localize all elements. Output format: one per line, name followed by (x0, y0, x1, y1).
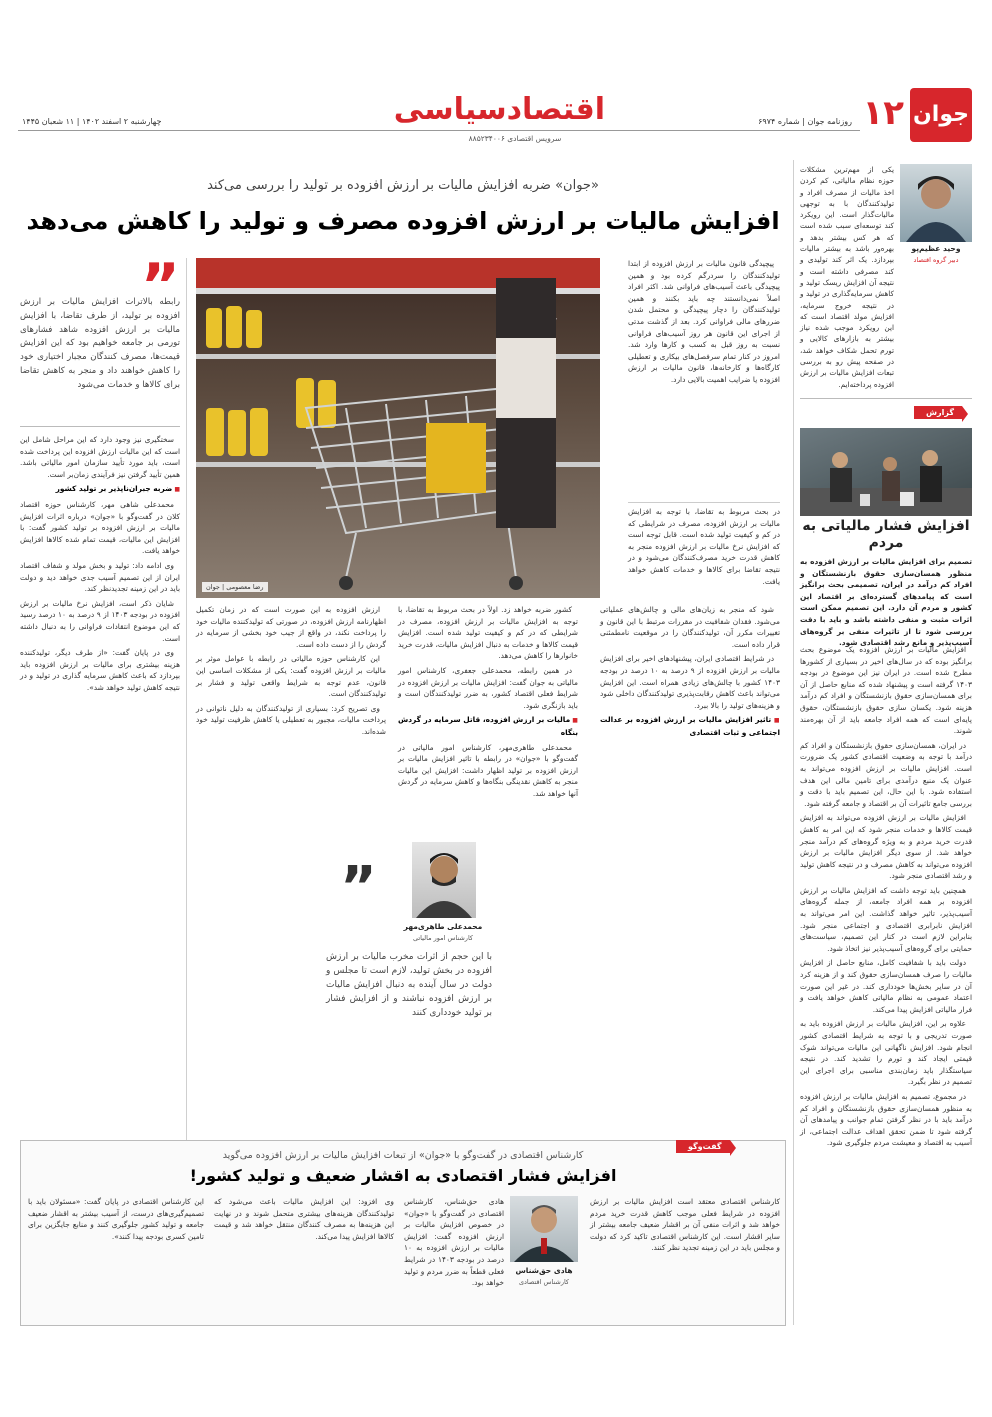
article-paragraph: وی تصریح کرد: بسیاری از تولیدکنندگان به دلیل ناتوانی در پرداخت مالیات، مجبور به تعطیلی یا کاهش ظرفیت تولید خود شده‌اند. (196, 703, 386, 736)
bottom-interviewee-role: کارشناس اقتصادی (518, 1278, 570, 1286)
headline-kicker: «جوان» ضربه افزایش مالیات بر ارزش افزوده بر تولید را بررسی می‌کند (207, 178, 599, 193)
masthead-rule (18, 130, 860, 131)
article-col2-top (398, 604, 578, 836)
article-paragraph: محمدعلی شاهی مهر، کارشناس حوزه اقتصاد کلان در گفت‌وگو با «جوان» درباره اثرات افزایش مالیات بر ارزش افزوده بر تولید کشور گفت: با افزایش این مالیات، قیمت تمام شده کالاها افزایش خواهد یافت. (20, 499, 180, 556)
article-paragraph: وی ادامه داد: تولید و بخش مولد و شفاف اقتصاد ایران از این تصمیم آسیب جدی خواهد دید و دولت باید در این زمینه تجدیدنظر کند. (20, 560, 180, 594)
article-paragraph: در همین رابطه، محمدعلی جعفری، کارشناس امور مالیاتی به جوان گفت: افزایش مالیات بر ارزش افزوده در شرایط فعلی اقتصاد کشور، به ضرر تولیدکنندگان است و باید بازنگری شود. (398, 665, 578, 710)
main-photo (196, 258, 600, 598)
masthead (0, 0, 992, 150)
interviewee-role: کارشناس امور مالیاتی (412, 934, 474, 942)
article-paragraph: سختگیری نیز وجود دارد که این مراحل شامل این است که این مالیات ارزش افزوده این پرداخت شده است، باید مورد تأیید سازمان امور مالیاتی باشد. همین تأیید گرفتن نیز فرآیندی زمان‌بر است. (20, 435, 180, 479)
article-paragraph: ■ مالیات بر ارزش افزوده، قاتل سرمایه در گردش بنگاه (398, 714, 578, 738)
jawan-logo: جوان (910, 88, 972, 142)
bottom-col3: وی افزود: این افزایش مالیات باعث می‌شود که تولیدکنندگان هزینه‌های بیشتری متحمل شوند و در نهایت این هزینه‌ها به مصرف کنندگان منتقل خواهد شد و قیمت کالاها افزایش پیدا می‌کند. (214, 1197, 394, 1241)
article-paragraph: شود که منجر به زیان‌های مالی و چالش‌های عملیاتی می‌شود. فقدان شفافیت در مقررات مرتبط با این قانون و تغییرات مکرر آن، تولیدکنندگان را در موقعیت نامطمئنی قرار داده است. (600, 605, 780, 649)
side-story-title: افزایش فشار مالیاتی به مردم (802, 518, 970, 551)
bottom-col4: این کارشناس اقتصادی در پایان گفت: «مسئولان باید با تصمیم‌گیری‌های درست، از آسیب بیشتر به اقشار ضعیف جامعه و تولید کشور جلوگیری کنند و منابع جایگزین برای تامین کسری بودجه پیدا کنند». (28, 1197, 204, 1241)
columnist-role: دبیر گروه اقتصاد (913, 256, 959, 264)
columnist-text: یکی از مهم‌ترین مشکلات حوزه نظام مالیاتی، کم کردن اخذ مالیات از مصرف افراد و تولیدکنندگان با به توجهی مالیات‌گذار است. این رویکرد کند توسعه‌ای سبب شده است که هر کس بیشتر بدهد و بهره‌ور باشد به بیشتر مالیات بپردازد. یک اثر کند تولیدی و کند مصرفی داشته است و نتیجه آن افزایش ریسک تولید و کاهش سرمایه‌گذاری در تولید و در نتیجه خروج سرمایه، افزایش مولد اقتصاد است که این رویکرد موجب شده نیاز بیشتر به بازارهای کالایی و تورم تحمل شکاف خواهد شد، در صفحه پیش رو به بررسی تبعات افزایش مالیات بر ارزش افزوده پرداخته‌ایم. (800, 165, 894, 389)
side-story-tag: گزارش (914, 406, 962, 419)
article-paragraph: ■ تاثیر افزایش مالیات بر ارزش افزوده بر عدالت اجتماعی و ثبات اقتصادی (600, 714, 780, 738)
portrait-icon (510, 1196, 578, 1262)
article-paragraph: دولت باید با شفافیت کامل، منابع حاصل از افزایش مالیات را صرف همسان‌سازی حقوق کند و از هزینه کرد آن در سایر بخش‌ها خودداری کند. در غیر این صورت اعتماد عمومی به نظام مالیاتی کاهش خواهد یافت و فرار مالیاتی افزایش پیدا می‌کند. (800, 958, 972, 1014)
quote-rule (20, 426, 180, 427)
article-divider (628, 502, 780, 503)
section-logo: اقتصادسیاسی (393, 92, 605, 127)
article-paragraph: این کارشناس حوزه مالیاتی در رابطه با عوامل موثر بر مالیات بر ارزش افزوده گفت: یکی از مشکلات اساسی این قانون، عدم توجه به شرایط واقعی تولید و فشار بر تولیدکنندگان است. (196, 654, 386, 699)
article-paragraph: شایان ذکر است، افزایش نرخ مالیات بر ارزش افزوده در بودجه ۱۴۰۳ از ۹ درصد به ۱۰ درصد رسید که این موضوع انتقادات فراوانی را به دنبال داشته است. (20, 598, 180, 643)
bottom-title: افزایش فشار اقتصادی به اقشار ضعیف و تولید کشور! (189, 1166, 617, 1185)
columnist-name: وحید عظیم‌پو (911, 244, 961, 253)
bottom-kicker: کارشناس اقتصادی در گفت‌وگو با «جوان» از تبعات افزایش مالیات بر ارزش افزوده می‌گوید (222, 1150, 584, 1161)
photo-credit: رضا معصومی | جوان (202, 582, 268, 592)
columnist-box (800, 160, 972, 392)
interviewee-photo (412, 842, 476, 918)
article-paragraph: افزایش مالیات بر ارزش افزوده یک موضوع بحث برانگیز بوده که در سال‌های اخیر در بسیاری از کشورها مطرح شده است. در ایران نیز این موضوع در بودجه ۱۴۰۳ گرفته است و پیشنهاد شده که منابع حاصل از آن برای همسان‌سازی حقوق بازنشستگان و افراد کم درآمد هزینه شود. یکسان سازی حقوق بازنشستگان، حقوق پایه‌ای است که همه افراد جامعه باید از آن بهره‌مند شوند. (800, 645, 972, 736)
quote-mark-icon: ” (140, 251, 180, 321)
bottom-tag: گفت‌وگو (676, 1140, 730, 1153)
bottom-interviewee-name: هادی حق‌شناس (515, 1266, 573, 1275)
people-icon (800, 428, 972, 516)
issue-line: روزنامه جوان | شماره ۶۹۷۴ (758, 117, 852, 126)
quote-mark-icon: ” (340, 855, 377, 920)
side-story-photo (800, 428, 972, 516)
service-line: سرویس اقتصادی ۸۸۵۲۳۴۰۰۶ (468, 134, 562, 143)
interviewee-name: محمدعلی طاهری‌مهر (403, 922, 483, 931)
bottom-interviewee-photo (510, 1196, 578, 1262)
quote-box-text: رابطه بالاترات افزایش مالیات بر ارزش افزوده بر تولید، از طرف تقاضا، با افزایش مالیات بر ارزش افزوده شاهد فشارهای تورمی بر جامعه خواهیم بود که این افزایش قیمت‌ها، مصرف کنندگان مجبار اختیاری خود را کاهش خواهند داد و منجر به کاهش تقاضا برای کالاها و خدمات می‌شود (20, 297, 180, 390)
side-story-body (800, 644, 972, 1324)
article-paragraph: افزایش مالیات بر ارزش افزوده می‌تواند به افزایش قیمت کالاها و خدمات منجر شود که این امر به کاهش قدرت خرید مردم و به ویژه گروه‌های کم درآمد منجر خواهد شد. از سوی دیگر افزایش مالیات بر ارزش افزوده می‌تواند به کاهش مصرف و در نتیجه کاهش تولید و رشد اقتصادی منجر شود. (800, 813, 972, 881)
side-story-lead: تصمیم برای افزایش مالیات بر ارزش افزوده به منظور همسان‌سازی حقوق بازنشستگان و افراد کم درآمد در ایران، تصمیمی بحث برانگیز است که پیامدهای گسترده‌ای بر اقتصاد این کشور و مردم آن دارد. این تصمیم ممکن است اثرات مثبت و منفی داشته باشد و باید با دقت بررسی شود تا از تاثیرات منفی بر گروه‌های آسیب‌پذیر و مانع رشد اقتصادی شود. (800, 557, 972, 648)
article-paragraph: در شرایط اقتصادی ایران، پیشنهادهای اخیر برای افزایش مالیات بر ارزش افزوده از ۹ درصد به ۱۰ درصد در بودجه ۱۴۰۳ کشور با چالش‌های زیادی همراه است. این افزایش می‌تواند باعث کاهش رقابت‌پذیری تولیدکنندگان داخلی شود و هزینه‌های تولید را بالا ببرد. (600, 654, 781, 710)
article-paragraph: همچنین باید توجه داشت که افزایش مالیات بر ارزش افزوده بر همه افراد جامعه، از جمله گروه‌های آسیب‌پذیر، تاثیر خواهد گذاشت. این امر می‌تواند به افزایش نابرابری اقتصادی و اجتماعی منجر شود. بنابراین لازم است در کنار این تصمیم، سیاست‌های حمایتی برای گروه‌های آسیب‌پذیر نیز اتخاذ شود. (800, 885, 972, 953)
sidebar-divider (793, 160, 794, 1325)
article-paragraph: وی در پایان گفت: «از طرف دیگر، تولیدکننده هزینه بیشتری برای مالیات بر ارزش افزوده باید بپردازد که باعث کاهش سرمایه گذاری در تولید و در نتیجه کاهش تولید خواهد شد». (20, 648, 180, 692)
article-paragraph: در مجموع، تصمیم به افزایش مالیات بر ارزش افزوده به منظور همسان‌سازی حقوق بازنشستگان و افراد کم درآمد باید با در نظر گرفتن تمام جوانب و پیامدهای آن گرفته شود تا ضمن تحقق اهداف عدالت اجتماعی، از آسیب به اقتصاد و معیشت مردم جلوگیری شود. (800, 1091, 972, 1148)
article-col1-mid: در بحث مربوط به تقاضا، با توجه به افزایش مالیات بر ارزش افزوده، مصرف در شرایطی که در کم و کیفیت تولید شده است. قابل توجه است که افزایش نرخ مالیات بر ارزش افزوده منجر به کاهش قدرت خرید مصرف‌کنندگان می‌شود و در نتیجه تقاضا برای کالاها و خدمات کاهش خواهد یافت. (628, 507, 780, 586)
page-number: ۱۲ (862, 93, 904, 133)
date-line: چهارشنبه ۲ اسفند ۱۴۰۲ | ۱۱ شعبان ۱۴۴۵ (22, 117, 162, 126)
sidebar-rule (800, 398, 972, 399)
article-paragraph: در ایران، همسان‌سازی حقوق بازنشستگان و افراد کم درآمد با توجه به وضعیت اقتصادی کشور یک ضرورت است. افزایش مالیات بر ارزش افزوده می‌تواند به عنوان یک منبع درآمدی برای تامین مالی این هدف استفاده شود. با این حال، این تصمیم باید با دقت و بررسی جامع تاثیرات آن بر اقتصاد و جامعه گرفته شود. (800, 740, 972, 808)
portrait-icon (412, 842, 476, 918)
article-paragraph: محمدعلی طاهری‌مهر، کارشناس امور مالیاتی در گفت‌وگو با «جوان» در رابطه با تاثیر افزایش مالیات بر ارزش افزوده بر تولید اظهار داشت: افزایش این مالیات منجر به کاهش نقدینگی بنگاه‌ها و کاهش سرمایه در گردش آنها خواهد شد. (398, 742, 578, 798)
interviewee-quote: با این حجم از اثرات مخرب مالیات بر ارزش افزوده در بخش تولید، لازم است تا مجلس و دولت در سال آینده به دنبال افزایش مالیات بر ارزش افزوده نباشند و از افزایش فشار بر تولید خودداری کنند (326, 952, 492, 1018)
bottom-col2: هادی حق‌شناس، کارشناس اقتصادی در گفت‌وگو با «جوان» در خصوص افزایش مالیات بر ارزش افزوده گفت: افزایش مالیات بر ارزش افزوده به ۱۰ درصد در بودجه ۱۴۰۳ در شرایط فعلی قطعاً به ضرر مردم و تولید خواهد بود. (404, 1197, 504, 1288)
article-paragraph: پیچیدگی قانون مالیات بر ارزش افزوده از ابتدا تولیدکنندگان را سردرگم کرده بود و همین پیچیدگی باعث آسیب‌های فراوانی شد. اکثر افراد اصلاً نمی‌دانستند چه باید بکنند و همین تولیدکنندگان را دچار پیچیدگی و محتمل شدن ضررهای مالی فراوانی کرد. بعد از گذشت مدتی از اجرای این قانون هر روز آسیب‌های فراوانی نسبت به روز قبل به کسب و کارها وارد شد. امروز در کنار تمام سرفصل‌های بیکاری و تعطیلی کارگاه‌ها و کارخانه‌ها، قانون مالیات بر ارزش افزوده یا ضرایب اهمیت بالایی دارد. (628, 259, 780, 384)
article-paragraph: کشور ضربه خواهد زد. اولاً در بحث مربوط به تقاضا، با توجه به افزایش مالیات بر ارزش افزوده، مصرف در شرایطی که در کم و کیفیت تولید شده است. افزایش قیمت کالاها و خدمات به دنبال افزایش مالیات، قدرت خرید خانوارها را کاهش می‌دهد. (398, 605, 578, 661)
shopping-cart-icon (196, 258, 600, 598)
bottom-col1: کارشناس اقتصادی معتقد است افزایش مالیات بر ارزش افزوده در شرایط فعلی موجب کاهش قدرت خرید مردم خواهد شد و اثرات منفی آن بر اقشار ضعیف جامعه بیشتر از سایر اقشار است. این کارشناس اقتصادی تاکید کرد که دولت و مجلس باید در این زمینه تجدید نظر کنند. (590, 1197, 780, 1253)
article-paragraph: علاوه بر این، افزایش مالیات بر ارزش افزوده باید به صورت تدریجی و با توجه به شرایط اقتصادی کشور انجام شود. افزایش ناگهانی این مالیات می‌تواند شوک قیمتی ایجاد کند و تورم را تشدید کند. در نتیجه سیاستگذار باید زمان‌بندی مناسبی برای اجرای این تصمیم در نظر بگیرد. (800, 1019, 972, 1087)
article-paragraph: ارزش افزوده به این صورت است که در زمان تکمیل اظهارنامه ارزش افزوده، در صورتی که تولیدکننده مالیات خود را پرداخت نکند، در واقع از جیب خود بخشی از سرمایه در گردش را از دست داده است. (196, 605, 386, 649)
article-paragraph: ■ ضربه جبران‌ناپذیر بر تولید کشور (20, 483, 180, 496)
headline-title: افزایش مالیات بر ارزش افزوده مصرف و تولید را کاهش می‌دهد (26, 207, 780, 235)
article-col1-top (628, 258, 780, 498)
